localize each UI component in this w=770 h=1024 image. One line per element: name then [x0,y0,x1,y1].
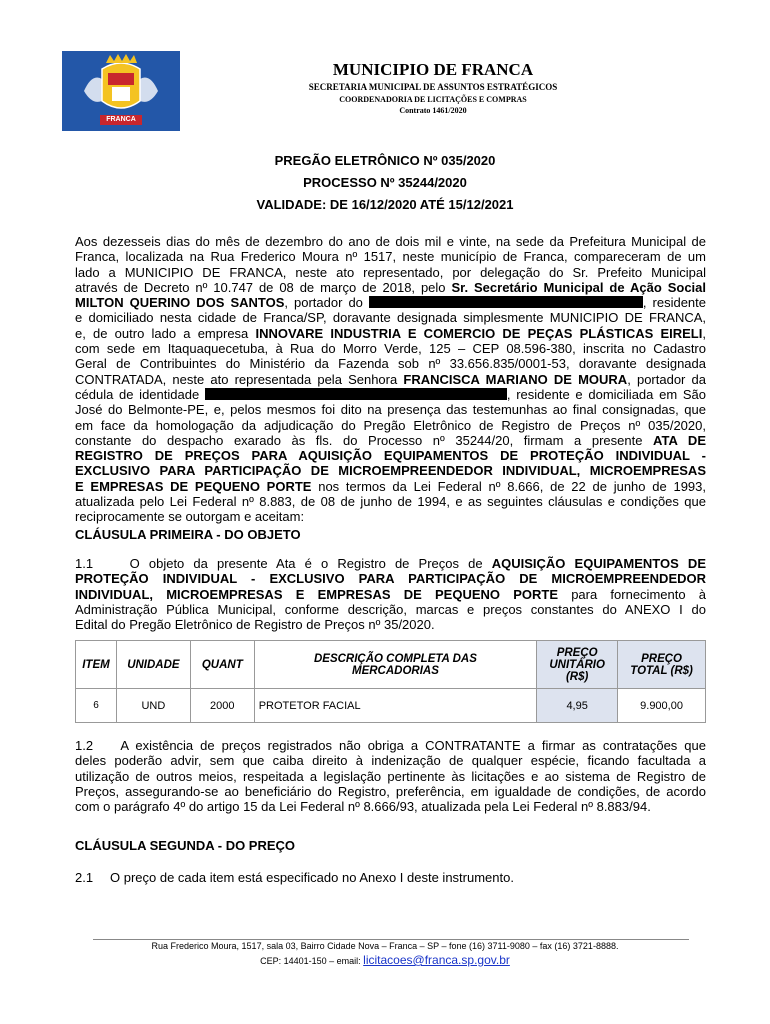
footer-contact: CEP: 14401-150 – email: licitacoes@franca.sp.gov.br [260,953,510,967]
clausula-primeira-paragraph: 1.1 O objeto da presente Ata é o Registro de Preços de AQUISIÇÃO EQUIPAMENTOS DE PROTEÇÃO INDIVIDUAL - EXCLUSIVO PARA PARTICIPAÇÃO DE MICROEMPREENDEDOR INDIVIDUAL, MICROEMPRESAS E EMPRESAS DE PEQUENO PORTE para fornecimento à Administração Pública Municipal, conforme descrição, marcas e preços constantes do ANEXO I do Edital do Pregão Eletrônico de Registro de Preços nº 35/2020. [75,556,707,633]
header-quant: QUANT [190,641,254,689]
contract-number: Contrato 1461/2020 [399,106,467,115]
cell-item: 6 [76,689,117,723]
intro-paragraph: Aos dezesseis dias do mês de dezembro do ano de dois mil e vinte, na sede da Prefeitura Municipal de Franca, localizada na Rua Frederico Moura nº 1517, neste município de Franca, compareceram de um lado a MUNICIPIO DE FRANCA, neste ato representado, por delegação do Sr. Prefeito Municipal através de Decreto nº 10.747 de 08 de março de 2018, pelo Sr. Secretário Municipal de Ação Social MILTON QUERINO DOS SANTOS, portador do , residente e domiciliado nesta cidade de Franca/SP, doravante designada simplesmente MUNICIPIO DE FRANCA, e, de outro lado a empresa INNOVARE INDUSTRIA E COMERCIO DE PEÇAS PLÁSTICAS EIRELI, com sede em Itaquaquecetuba, à Rua do Morro Verde, 125 – CEP 08.596-380, inscrita no Cadastro Geral de Contribuintes do Ministério da Fazenda sob nº 33.656.835/0001-53, doravante designada CONTRATADA, neste ato representada pela Senhora FRANCISCA MARIANO DE MOURA, portador da cédula de identidade , residente e domiciliada em São José do Belmonte-PE, e, pelos mesmos foi dito na presença das testemunhas ao final consignadas, que em face da homologação da adjudicação do Pregão Eletrônico de Registro de Preços nº 035/2020, constante do despacho exarado às fls. do Processo nº 35244/20, firmam a presente ATA DE REGISTRO DE PREÇOS PARA AQUISIÇÃO EQUIPAMENTOS DE PROTEÇÃO INDIVIDUAL - EXCLUSIVO PARA PARTICIPAÇÃO DE MICROEMPREENDEDOR INDIVIDUAL, MICROEMPRESAS E EMPRESAS DE PEQUENO PORTE nos termos da Lei Federal nº 8.666, de 22 de junho de 1993, atualizada pelo Lei Federal nº 8.883, de 08 de junho de 1994, e as seguintes cláusulas e condições que reciprocamente se outorgam e aceitam: [75,234,707,525]
items-table [75,640,706,723]
cell-quant: 2000 [190,689,254,723]
cell-descricao: PROTETOR FACIAL [254,689,536,723]
clausula-segunda-title: CLÁUSULA SEGUNDA - DO PREÇO [75,838,296,853]
clause-2-1-text: O preço de cada item está especificado no Anexo I deste instrumento. [110,870,514,885]
clausula-primeira-title: CLÁUSULA PRIMEIRA - DO OBJETO [75,527,301,542]
cell-preco-unitario: 4,95 [537,689,618,723]
clause-2-1-number: 2.1 [75,870,94,885]
header-preco-total: PREÇO TOTAL (R$) [618,641,706,689]
header-descricao: DESCRIÇÃO COMPLETA DAS MERCADORIAS [254,641,536,689]
logo-label: FRANCA [106,116,136,123]
header-preco-unitario: PREÇO UNITÁRIO (R$) [537,641,618,689]
pregao-title: PREGÃO ELETRÔNICO Nº 035/2020 [274,153,496,168]
table-header-row [76,641,706,689]
footer-divider [93,939,689,940]
validade-title: VALIDADE: DE 16/12/2020 ATÉ 15/12/2021 [256,197,514,212]
franca-coat-of-arms-logo [62,51,180,131]
redacted-id-card [205,388,507,400]
secretaria-name: SECRETARIA MUNICIPAL DE ASSUNTOS ESTRATÉGICOS [308,82,558,92]
cell-preco-total: 9.900,00 [618,689,706,723]
table-row [76,689,706,723]
footer-address: Rua Frederico Moura, 1517, sala 03, Bairro Cidade Nova – Franca – SP – fone (16) 3711-9080 – fax (16) 3721-8888. [151,941,619,951]
coordenadoria-name: COORDENADORIA DE LICITAÇÕES E COMPRAS [339,95,527,104]
municipality-title: MUNICIPIO DE FRANCA [332,60,534,79]
header-item: ITEM [76,641,117,689]
cell-unidade: UND [116,689,190,723]
paragraph-1-2: 1.2 A existência de preços registrados não obriga a CONTRATANTE a firmar as contratações que deles poderão advir, sem que caiba direito à indenização de qualquer espécie, ficando facultada a utilização de outros meios, respeitada a legislação pertinente às licitações e ao sistema de Registro de Preços, assegurando-se ao beneficiário do Registro, preferência, em igualdade de condições, de acordo com o parágrafo 4º do artigo 15 da Lei Federal nº 8.666/93, atualizada pela Lei Federal nº 8.883/94. [75,738,706,815]
email-link[interactable]: licitacoes@franca.sp.gov.br [363,953,510,967]
redacted-document [369,296,643,308]
processo-title: PROCESSO Nº 35244/2020 [303,175,467,190]
header-unidade: UNIDADE [116,641,190,689]
